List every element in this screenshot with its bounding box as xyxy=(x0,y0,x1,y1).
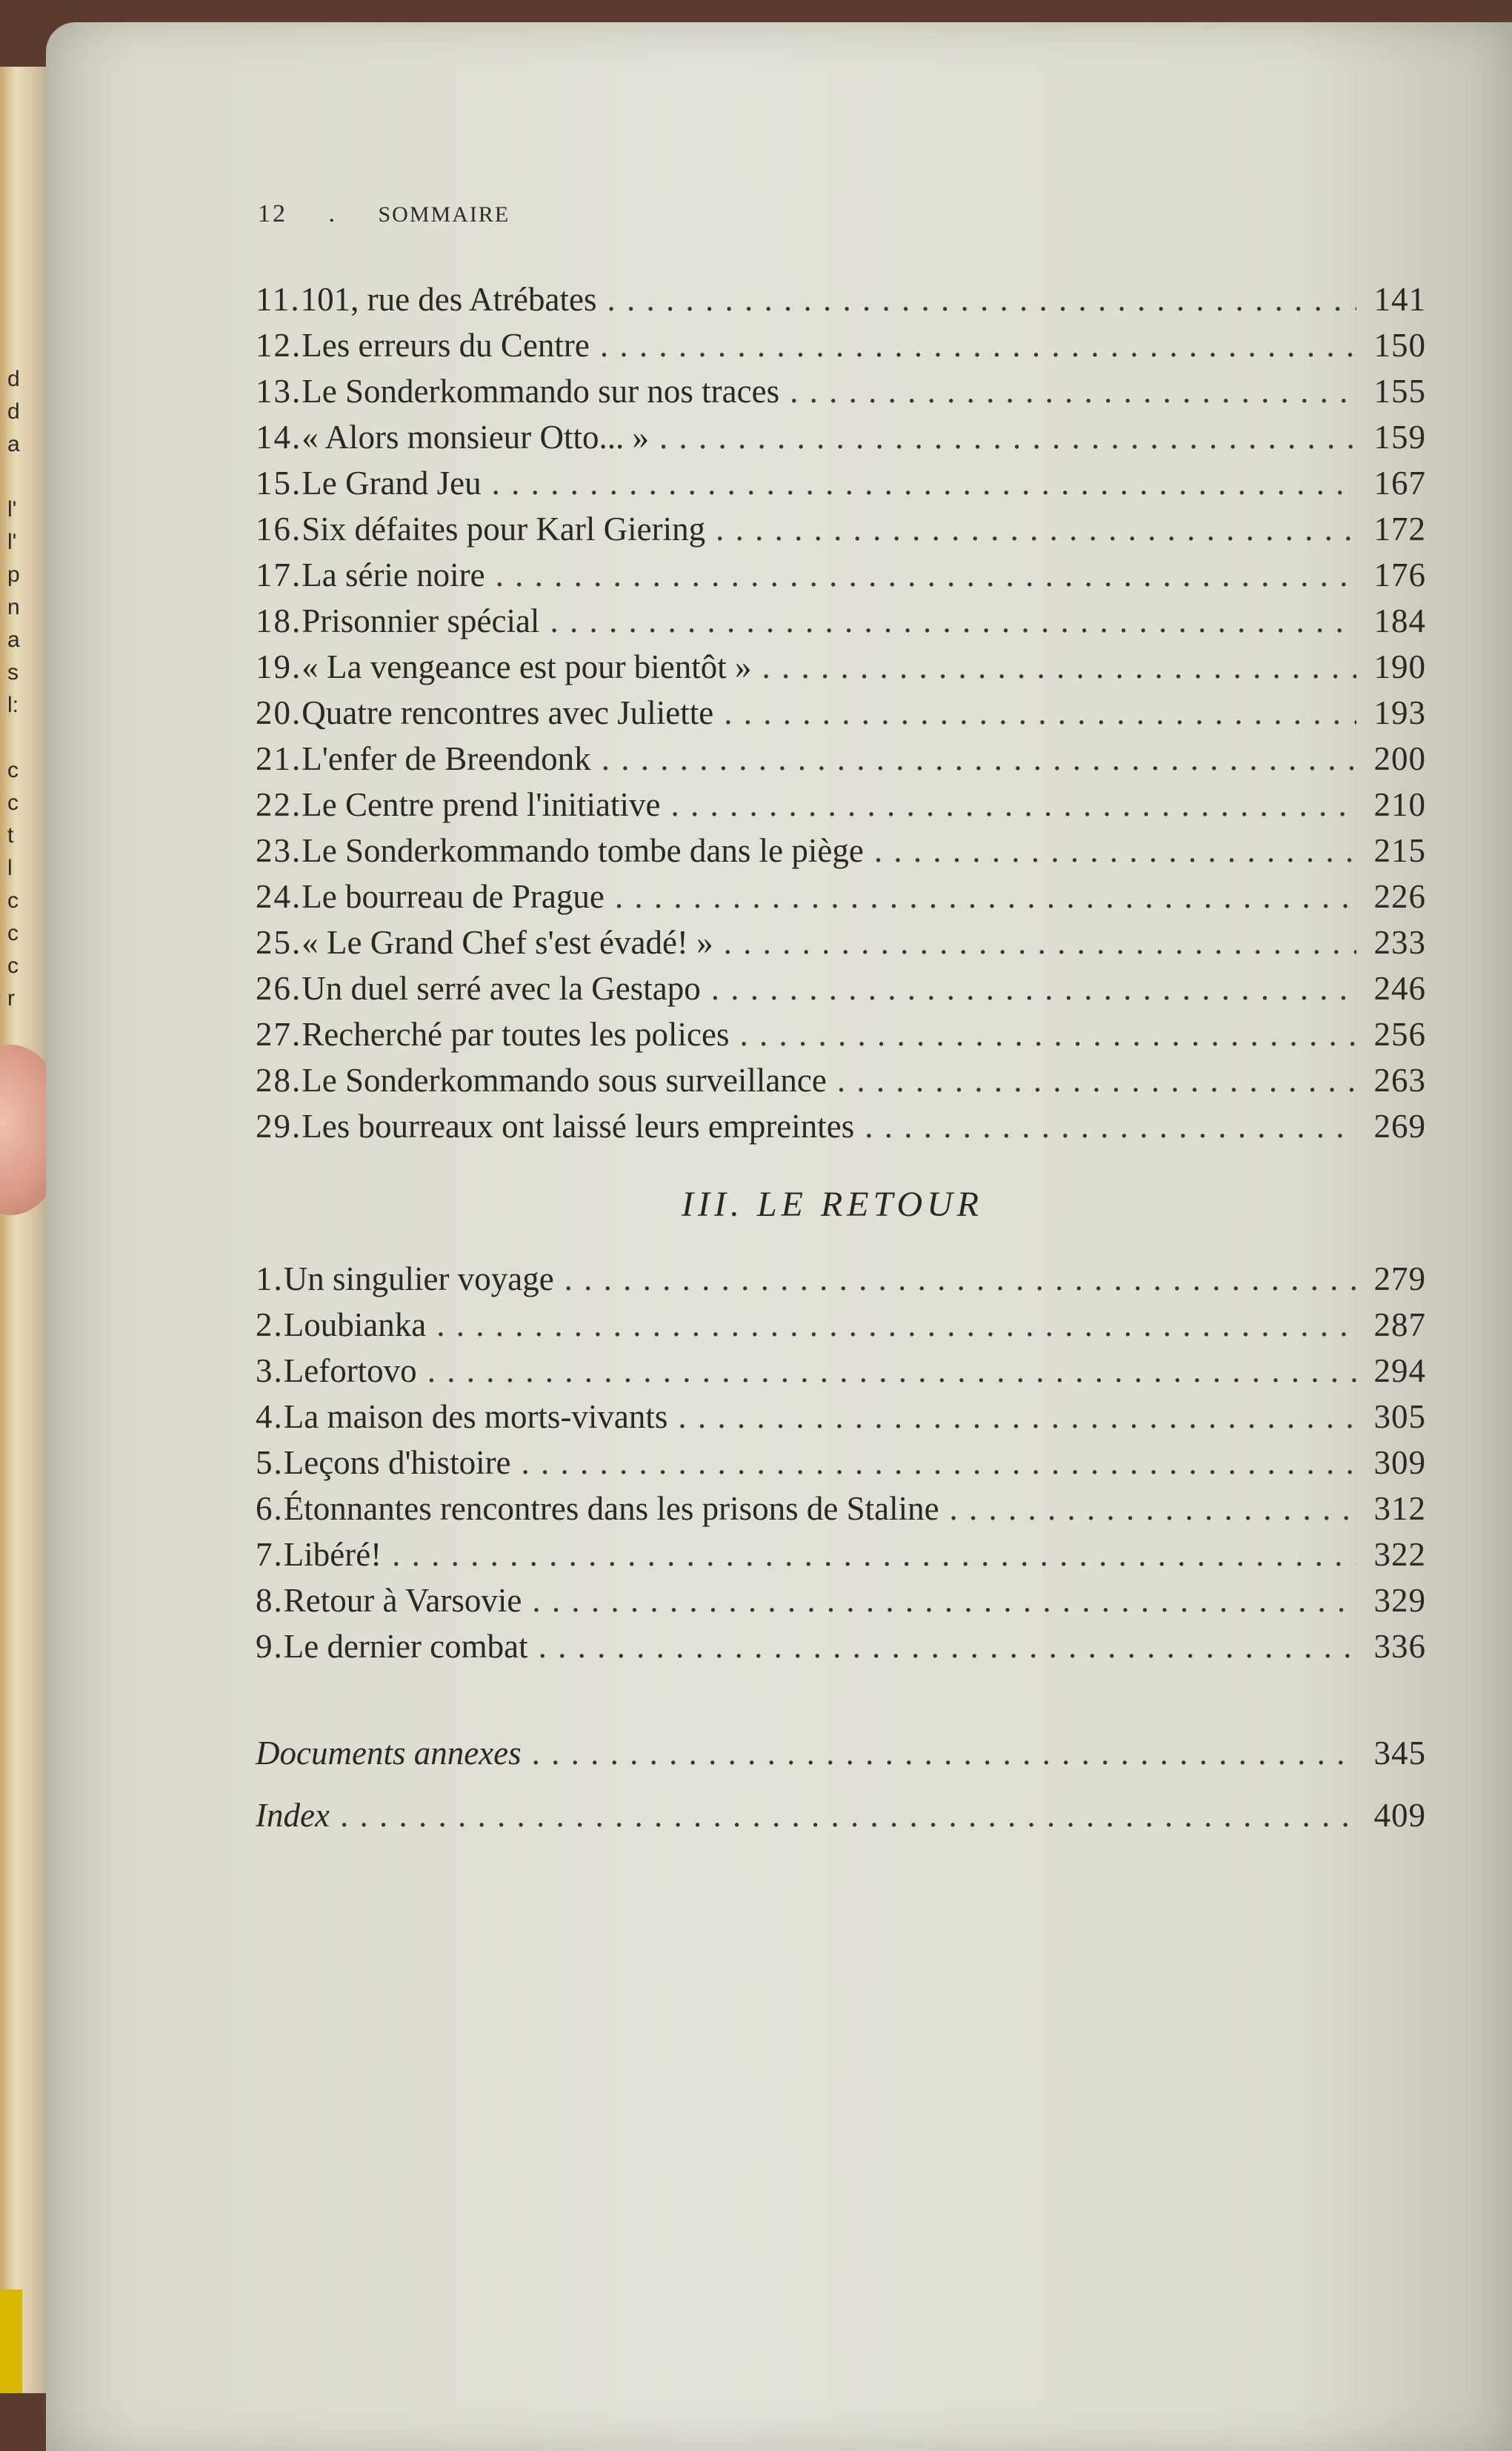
chapter-title: Libéré! xyxy=(283,1536,382,1573)
chapter-title: Retour à Varsovie xyxy=(283,1582,522,1619)
chapter-number: 28. xyxy=(256,1062,302,1099)
toc-entry[interactable] xyxy=(256,280,1426,326)
chapter-title: Un duel serré avec la Gestapo xyxy=(302,970,701,1007)
chapter-number: 6. xyxy=(256,1490,284,1527)
chapter-title: Le Grand Jeu xyxy=(302,465,482,502)
chapter-title: La maison des morts-vivants xyxy=(283,1398,668,1435)
chapter-title: L'enfer de Breendonk xyxy=(302,740,591,777)
chapter-title: Le Sonderkommando sur nos traces xyxy=(302,373,780,410)
page-reference: 269 xyxy=(1373,1108,1426,1145)
page-number: 12 xyxy=(258,200,287,227)
chapter-number: 12. xyxy=(256,327,302,364)
leader-dots xyxy=(762,648,1356,686)
toc-entry[interactable] xyxy=(256,418,1426,464)
chapter-title: Loubianka xyxy=(283,1306,427,1343)
toc-entry[interactable] xyxy=(256,1015,1426,1061)
toc-entry-documents[interactable] xyxy=(256,1734,1426,1780)
chapter-title: Leçons d'histoire xyxy=(283,1444,511,1481)
leader-dots xyxy=(615,877,1356,916)
page-reference: 141 xyxy=(1373,281,1426,318)
chapter-number: 18. xyxy=(256,602,302,639)
chapter-title: Quatre rencontres avec Juliette xyxy=(302,694,714,731)
toc-entry[interactable] xyxy=(256,1061,1426,1107)
page-reference: 167 xyxy=(1373,465,1426,502)
chapter-number: 21. xyxy=(256,740,302,777)
leader-dots xyxy=(740,1015,1356,1054)
leader-dots xyxy=(950,1489,1356,1528)
chapter-number: 23. xyxy=(256,832,302,869)
chapter-title: « La vengeance est pour bientôt » xyxy=(302,648,752,685)
chapter-number: 4. xyxy=(256,1398,284,1435)
page-reference: 309 xyxy=(1373,1444,1426,1481)
leader-dots xyxy=(659,418,1356,456)
chapter-number: 1. xyxy=(256,1260,284,1297)
toc-entry[interactable] xyxy=(256,1489,1426,1535)
page-reference: 190 xyxy=(1373,648,1426,685)
chapter-number: 25. xyxy=(256,924,302,961)
toc-entry[interactable] xyxy=(256,464,1426,510)
chapter-number: 7. xyxy=(256,1536,284,1573)
chapter-title: Un singulier voyage xyxy=(283,1260,554,1297)
toc-entry[interactable] xyxy=(256,877,1426,923)
chapter-number: 24. xyxy=(256,878,302,915)
leader-dots xyxy=(678,1397,1356,1436)
chapter-title: Le Sonderkommando tombe dans le piège xyxy=(302,832,864,869)
page-reference: 193 xyxy=(1373,694,1426,731)
leader-dots xyxy=(564,1260,1356,1298)
toc-entry[interactable] xyxy=(256,1397,1426,1443)
toc-entry[interactable] xyxy=(256,1581,1426,1627)
chapter-title: Lefortovo xyxy=(283,1352,417,1389)
page-reference: 305 xyxy=(1373,1398,1426,1435)
appendix-title: Index xyxy=(256,1797,330,1834)
toc-entry[interactable] xyxy=(256,1535,1426,1581)
chapter-number: 13. xyxy=(256,373,302,410)
leader-dots xyxy=(600,326,1356,365)
page-reference: 322 xyxy=(1373,1536,1426,1573)
toc-entry[interactable] xyxy=(256,648,1426,694)
page-reference: 263 xyxy=(1373,1062,1426,1099)
toc-entry-index[interactable] xyxy=(256,1796,1426,1842)
chapter-title: « Le Grand Chef s'est évadé! » xyxy=(302,924,713,961)
leader-dots xyxy=(427,1351,1356,1390)
toc-entry[interactable] xyxy=(256,1306,1426,1351)
chapter-title: Recherché par toutes les polices xyxy=(302,1016,730,1053)
toc-entry[interactable] xyxy=(256,1260,1426,1306)
chapter-title: Six défaites pour Karl Giering xyxy=(302,511,706,548)
page-reference: 256 xyxy=(1373,1016,1426,1053)
leader-dots xyxy=(392,1535,1356,1574)
toc-entry[interactable] xyxy=(256,510,1426,556)
page-reference: 210 xyxy=(1373,786,1426,823)
chapter-title: Le bourreau de Prague xyxy=(302,878,605,915)
toc-entry[interactable] xyxy=(256,1443,1426,1489)
leader-dots xyxy=(724,923,1356,962)
leader-dots xyxy=(790,372,1356,410)
page-reference: 172 xyxy=(1373,511,1426,548)
adjacent-page-fragments: d d a l' l' p n a s l: c c t l c c c r xyxy=(7,367,20,1011)
toc-entry[interactable] xyxy=(256,602,1426,648)
leader-dots xyxy=(496,556,1356,594)
bookmark-tab xyxy=(0,2289,22,2393)
toc-entry[interactable] xyxy=(256,739,1426,785)
chapter-number: 26. xyxy=(256,970,302,1007)
chapter-number: 17. xyxy=(256,556,302,593)
leader-dots xyxy=(865,1107,1356,1145)
leader-dots xyxy=(340,1796,1356,1835)
section-heading: III. LE RETOUR xyxy=(682,1185,984,1224)
toc-entry[interactable] xyxy=(256,785,1426,831)
header-separator: . xyxy=(328,200,337,227)
leader-dots xyxy=(607,280,1356,319)
chapter-number: 8. xyxy=(256,1582,284,1619)
chapter-number: 20. xyxy=(256,694,302,731)
chapter-title: Les erreurs du Centre xyxy=(302,327,590,364)
leader-dots xyxy=(492,464,1356,502)
chapter-title: Le Centre prend l'initiative xyxy=(302,786,661,823)
page-reference: 345 xyxy=(1373,1735,1426,1772)
toc-entry[interactable] xyxy=(256,969,1426,1015)
toc-entry[interactable] xyxy=(256,1627,1426,1673)
leader-dots xyxy=(874,831,1356,870)
chapter-number: 19. xyxy=(256,648,302,685)
page-title: SOMMAIRE xyxy=(378,202,510,227)
leader-dots xyxy=(532,1734,1356,1772)
toc-entry[interactable] xyxy=(256,556,1426,602)
toc-entry[interactable] xyxy=(256,372,1426,418)
leader-dots xyxy=(670,785,1356,824)
page-reference: 246 xyxy=(1373,970,1426,1007)
page-reference: 150 xyxy=(1373,327,1426,364)
toc-entry[interactable] xyxy=(256,326,1426,372)
chapter-number: 22. xyxy=(256,786,302,823)
chapter-number: 29. xyxy=(256,1108,302,1145)
leader-dots xyxy=(436,1306,1356,1344)
page-reference: 184 xyxy=(1373,602,1426,639)
chapter-number: 3. xyxy=(256,1352,284,1389)
leader-dots xyxy=(711,969,1356,1008)
page-reference: 176 xyxy=(1373,556,1426,593)
leader-dots xyxy=(724,694,1356,732)
page-reference: 233 xyxy=(1373,924,1426,961)
page-reference: 409 xyxy=(1373,1797,1426,1834)
chapter-title: Prisonnier spécial xyxy=(302,602,540,639)
chapter-title: Étonnantes rencontres dans les prisons de Staline xyxy=(283,1490,939,1527)
toc-entry[interactable] xyxy=(256,1351,1426,1397)
page-reference: 155 xyxy=(1373,373,1426,410)
appendix-title: Documents annexes xyxy=(256,1735,522,1772)
leader-dots xyxy=(602,739,1356,778)
chapter-title: La série noire xyxy=(302,556,485,593)
chapter-number: 16. xyxy=(256,511,302,548)
chapter-number: 15. xyxy=(256,465,302,502)
leader-dots xyxy=(550,602,1356,640)
leader-dots xyxy=(522,1443,1356,1482)
leader-dots xyxy=(539,1627,1356,1666)
leader-dots xyxy=(837,1061,1356,1100)
page-reference: 287 xyxy=(1373,1306,1426,1343)
chapter-number: 27. xyxy=(256,1016,302,1053)
page-reference: 226 xyxy=(1373,878,1426,915)
chapter-title: Les bourreaux ont laissé leurs empreintes xyxy=(302,1108,855,1145)
chapter-title: « Alors monsieur Otto... » xyxy=(302,419,649,456)
page-reference: 159 xyxy=(1373,419,1426,456)
toc-entry[interactable] xyxy=(256,694,1426,739)
toc-entry[interactable] xyxy=(256,831,1426,877)
page-reference: 329 xyxy=(1373,1582,1426,1619)
leader-dots xyxy=(716,510,1356,548)
page-reference: 279 xyxy=(1373,1260,1426,1297)
chapter-number: 9. xyxy=(256,1628,284,1665)
chapter-title: 101, rue des Atrébates xyxy=(300,281,597,318)
chapter-title: Le dernier combat xyxy=(283,1628,528,1665)
leader-dots xyxy=(532,1581,1356,1620)
toc-entry[interactable] xyxy=(256,923,1426,969)
page-reference: 294 xyxy=(1373,1352,1426,1389)
adjacent-page-edge xyxy=(0,67,47,2393)
chapter-number: 14. xyxy=(256,419,302,456)
chapter-number: 2. xyxy=(256,1306,284,1343)
page-reference: 312 xyxy=(1373,1490,1426,1527)
chapter-number: 5. xyxy=(256,1444,284,1481)
chapter-number: 11. xyxy=(256,281,301,318)
chapter-title: Le Sonderkommando sous surveillance xyxy=(302,1062,827,1099)
toc-entry[interactable] xyxy=(256,1107,1426,1153)
page-reference: 200 xyxy=(1373,740,1426,777)
page-reference: 336 xyxy=(1373,1628,1426,1665)
running-head xyxy=(258,200,510,228)
page-reference: 215 xyxy=(1373,832,1426,869)
